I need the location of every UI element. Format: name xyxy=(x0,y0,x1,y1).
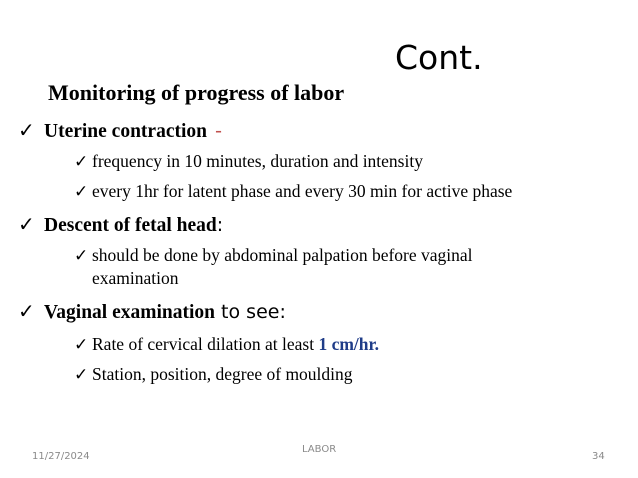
sub-bullet xyxy=(74,181,512,202)
checkmark-icon: ✓ xyxy=(74,152,89,172)
sub-bullet-text: should be done by abdominal palpation before vaginal xyxy=(92,245,473,265)
slide-title: Cont. xyxy=(395,38,483,77)
bullet-suffix: : xyxy=(216,214,224,236)
bullet-heading: Uterine contraction xyxy=(44,121,207,142)
footer-page-number: 34 xyxy=(592,451,605,462)
sub-bullet-text: frequency in 10 minutes, duration and intensity xyxy=(92,151,423,171)
checkmark-icon: ✓ xyxy=(74,365,89,385)
checkmark-icon: ✓ xyxy=(74,246,89,266)
checkmark-icon: ✓ xyxy=(18,212,35,236)
sub-bullet-text: examination xyxy=(92,268,179,288)
sub-bullet xyxy=(74,245,473,266)
bullet-vaginal-examination xyxy=(18,299,286,324)
sub-bullet xyxy=(74,334,379,355)
checkmark-icon: ✓ xyxy=(74,335,89,355)
highlight-rate: 1 cm/hr. xyxy=(318,334,380,354)
slide-subtitle: Monitoring of progress of labor xyxy=(48,80,345,105)
sub-bullet-continuation xyxy=(92,268,179,289)
checkmark-icon: ✓ xyxy=(18,118,35,142)
bullet-suffix: to see: xyxy=(215,301,286,323)
bullet-uterine-contraction xyxy=(18,118,222,143)
footer-title: LABOR xyxy=(302,444,337,455)
bullet-suffix: - xyxy=(215,119,223,142)
sub-bullet-text: every 1hr for latent phase and every 30 min for active phase xyxy=(92,181,513,201)
sub-bullet-text: Rate of cervical dilation at least xyxy=(92,334,319,354)
footer-date: 11/27/2024 xyxy=(32,451,90,462)
checkmark-icon: ✓ xyxy=(74,182,89,202)
sub-bullet xyxy=(74,151,423,172)
bullet-descent-of-fetal-head xyxy=(18,212,223,237)
bullet-heading: Vaginal examination xyxy=(44,302,216,323)
bullet-heading: Descent of fetal head xyxy=(44,215,217,236)
sub-bullet xyxy=(74,364,353,385)
checkmark-icon: ✓ xyxy=(18,299,35,323)
sub-bullet-text: Station, position, degree of moulding xyxy=(92,364,353,384)
